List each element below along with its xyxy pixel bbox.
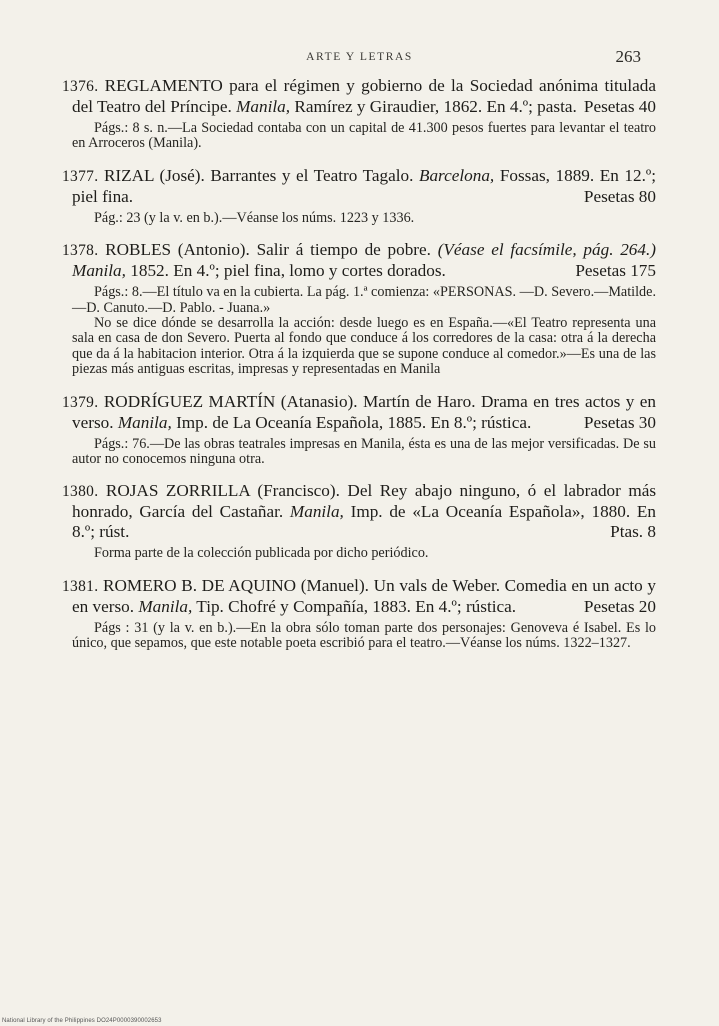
entry-imprint: 1852. En 4.º; piel fina, lomo y cortes dorados. [130,261,446,281]
entry-text: Martín de Haro. Drama en tres actos y en verso. [72,391,657,432]
running-title: ARTE Y LETRAS [306,51,413,63]
entry-author: ROMERO B. DE AQUINO (Manuel). [103,575,369,595]
entry-place: Barcelona, [418,165,495,185]
entry-number: 1377. [62,167,99,185]
entry-note [62,121,656,152]
catalog-entries [62,76,656,666]
entry-number: 1379. [62,393,99,411]
entry-price: Ptas. 8 [610,522,656,542]
entry-price: Pesetas 80 [583,186,656,206]
catalog-entry [62,392,656,468]
entry-note-text: Pág.: 23 (y la v. en b.).—Véanse los núms. 1223 y 1336. [94,209,415,226]
catalog-entry [62,166,656,226]
page-number: 263 [615,47,641,66]
entry-main [62,166,656,207]
entry-note-text: No se dice dónde se desarrolla la acción: desde luego es en España.—«El Teatro representa una sala en casa de don Severo. Puerta al fondo que conduce á los corredores de la casa: otra á la derecha que da á la habitacion interior. Otra á la izquierda que se supone conduce al comedor.»—Es una de las piezas más antiguas escritas, impresas y representadas en Manila [72,315,656,378]
entry-author: ROBLES (Antonio). [105,240,250,260]
entry-note-text: Págs : 31 (y la v. en b.).—En la obra sólo toman parte dos personajes: Genoveva é Isabel. Es lo único, que sepamos, que este notable poeta escribió para el teatro.—Véanse los núms. 1322–1327. [72,619,656,652]
entry-note-text: Págs.: 8.—El título va en la cubierta. La pág. 1.ª comienza: «PERSONAS. —D. Severo.—Matilde.—D. Canuto.—D. Pablo. - Juana.» [72,284,656,316]
entry-main [62,481,656,542]
scan-watermark: National Library of the Philippines DO24P0000390002653 [2,1018,162,1024]
page-header [0,47,719,71]
entry-imprint: Imp. de La Oceanía Española, 1885. En 8.º; rústica. [176,412,532,432]
entry-note [62,211,656,226]
entry-text: Un vals de Weber. Comedia en un acto y en verso. [72,575,657,616]
entry-note [62,437,656,468]
entry-place: Manila, [138,596,193,616]
entry-main [62,576,656,617]
entry-price: Pesetas 20 [583,596,656,616]
entry-main [62,240,656,281]
entry-number: 1378. [62,242,99,260]
entry-number: 1381. [62,577,99,595]
entry-price: Pesetas 40 [583,97,656,116]
entry-number: 1380. [62,483,99,501]
entry-text: Del Rey abajo ninguno, ó el labrador más honrado, García del Castañar. [72,481,657,522]
entry-author: ROJAS ZORRILLA (Francisco). [105,481,340,501]
entry-note [62,546,656,561]
entry-text: para el régimen y gobierno de la Sociedad anónima titulada del Teatro del Príncipe. [72,76,657,116]
entry-place: Manila, [236,97,291,116]
entry-facsimile-note: (Véase el facsímile, pág. 264.) [437,240,657,260]
entry-author: RODRÍGUEZ MARTÍN (Atanasio). [103,391,358,411]
entry-place: Manila, [117,412,172,432]
entry-place: Manila, [289,502,344,522]
entry-note [62,285,656,377]
catalog-entry [62,240,656,377]
entry-place: Manila, [72,261,126,281]
entry-author: REGLAMENTO [104,76,223,95]
entry-imprint: Tip. Chofré y Compañía, 1883. En 4.º; rústica. [196,596,517,616]
entry-text: Salir á tiempo de pobre. [256,240,431,260]
entry-note-text: Págs.: 76.—De las obras teatrales impresas en Manila, ésta es una de las mejor versificadas. De su autor no conocemos ninguna otra. [72,435,656,468]
catalog-entry [62,76,656,152]
entry-imprint: Fossas, 1889. En 12.º; piel fina. [72,165,657,206]
entry-text: Barrantes y el Teatro Tagalo. [210,165,414,185]
entry-note [62,621,656,652]
entry-note-text: Págs.: 8 s. n.—La Sociedad contaba con un capital de 41.300 pesos fuertes para levantar el teatro en Arroceros (Manila). [72,120,656,152]
entry-price: Pesetas 30 [583,412,656,432]
catalog-entry [62,481,656,561]
entry-author: RIZAL (José). [103,165,205,185]
entry-main [62,392,656,433]
entry-imprint: Imp. de «La Oceanía Española», 1880. En 8.º; rúst. [72,502,656,542]
entry-price: Pesetas 175 [575,261,656,281]
catalog-entry [62,576,656,652]
entry-number: 1376. [62,78,99,95]
entry-main [62,76,656,117]
entry-imprint: Ramírez y Giraudier, 1862. En 4.º; pasta. [294,97,577,116]
entry-note-text: Forma parte de la colección publicada por dicho periódico. [94,545,429,562]
